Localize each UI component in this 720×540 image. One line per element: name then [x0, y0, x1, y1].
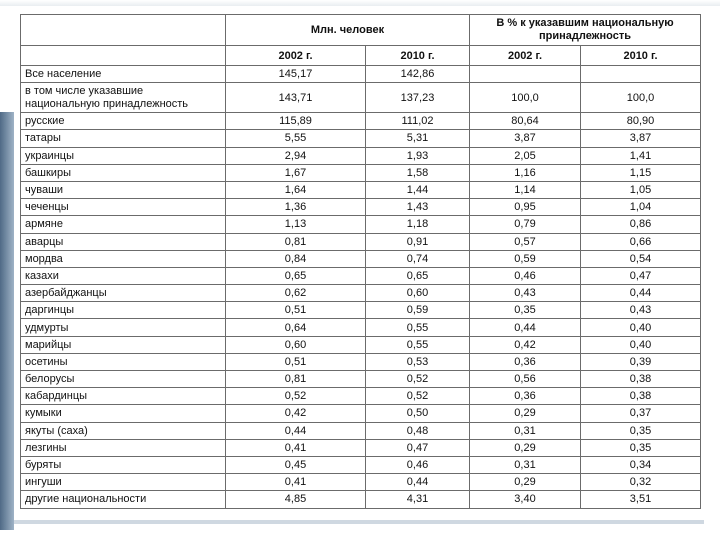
percent-2002-cell — [470, 66, 581, 83]
percent-2010-cell: 1,04 — [581, 199, 701, 216]
table-row — [21, 319, 701, 336]
table-row — [21, 474, 701, 491]
table-row — [21, 285, 701, 302]
millions-2002-cell: 143,71 — [226, 83, 366, 113]
table-row — [21, 233, 701, 250]
row-name-cell: марийцы — [21, 336, 226, 353]
percent-2002-cell: 0,31 — [470, 422, 581, 439]
slide-bottom-accent — [14, 520, 704, 524]
millions-2002-cell: 0,51 — [226, 353, 366, 370]
percent-2010-cell: 0,35 — [581, 439, 701, 456]
table-row — [21, 181, 701, 198]
row-name-cell: кумыки — [21, 405, 226, 422]
row-name-cell: другие национальности — [21, 491, 226, 508]
table-row — [21, 491, 701, 508]
millions-2010-cell: 0,52 — [366, 388, 470, 405]
table-row — [21, 353, 701, 370]
percent-2010-cell: 0,86 — [581, 216, 701, 233]
millions-2002-cell: 0,62 — [226, 285, 366, 302]
millions-2002-cell: 0,81 — [226, 371, 366, 388]
table-row — [21, 336, 701, 353]
population-by-nationality-table — [20, 14, 701, 509]
millions-2010-cell: 0,53 — [366, 353, 470, 370]
table-row — [21, 456, 701, 473]
row-name-cell: осетины — [21, 353, 226, 370]
percent-2002-cell: 0,95 — [470, 199, 581, 216]
row-name-cell: чеченцы — [21, 199, 226, 216]
table-row — [21, 199, 701, 216]
table-row — [21, 164, 701, 181]
percent-2010-cell: 0,39 — [581, 353, 701, 370]
percent-2002-cell: 0,36 — [470, 353, 581, 370]
millions-2002-cell: 1,64 — [226, 181, 366, 198]
millions-2010-cell: 5,31 — [366, 130, 470, 147]
millions-2010-cell: 0,52 — [366, 371, 470, 388]
millions-2002-cell: 0,42 — [226, 405, 366, 422]
percent-2002-cell: 0,29 — [470, 439, 581, 456]
millions-2010-cell: 0,48 — [366, 422, 470, 439]
row-name-cell: чуваши — [21, 181, 226, 198]
row-name-cell: армяне — [21, 216, 226, 233]
row-name-cell: лезгины — [21, 439, 226, 456]
millions-2002-cell: 4,85 — [226, 491, 366, 508]
percent-2010-cell: 0,66 — [581, 233, 701, 250]
header-percent: В % к указавшим национальную принадлежность — [470, 15, 701, 46]
header-row-years — [21, 46, 701, 66]
percent-2002-cell: 0,43 — [470, 285, 581, 302]
header-millions: Млн. человек — [226, 15, 470, 46]
percent-2010-cell: 0,54 — [581, 250, 701, 267]
table-row — [21, 130, 701, 147]
percent-2002-cell: 3,87 — [470, 130, 581, 147]
table-row — [21, 113, 701, 130]
millions-2010-cell: 142,86 — [366, 66, 470, 83]
population-table-container — [20, 14, 700, 509]
row-name-cell: в том числе указавшие национальную принадлежность — [21, 83, 226, 113]
millions-2010-cell: 111,02 — [366, 113, 470, 130]
percent-2002-cell: 80,64 — [470, 113, 581, 130]
percent-2010-cell: 0,37 — [581, 405, 701, 422]
percent-2002-cell: 0,35 — [470, 302, 581, 319]
millions-2002-cell: 0,84 — [226, 250, 366, 267]
header-corner-cell-2 — [21, 46, 226, 66]
row-name-cell: башкиры — [21, 164, 226, 181]
row-name-cell: якуты (саха) — [21, 422, 226, 439]
header-year-millions-2010: 2010 г. — [366, 46, 470, 66]
row-name-cell: русские — [21, 113, 226, 130]
millions-2010-cell: 1,18 — [366, 216, 470, 233]
row-name-cell: буряты — [21, 456, 226, 473]
table-row — [21, 216, 701, 233]
millions-2010-cell: 1,58 — [366, 164, 470, 181]
table-body — [21, 66, 701, 509]
millions-2002-cell: 0,41 — [226, 474, 366, 491]
table-row — [21, 83, 701, 113]
percent-2010-cell: 1,05 — [581, 181, 701, 198]
millions-2002-cell: 145,17 — [226, 66, 366, 83]
row-name-cell: казахи — [21, 267, 226, 284]
table-row — [21, 302, 701, 319]
percent-2010-cell: 80,90 — [581, 113, 701, 130]
millions-2010-cell: 0,47 — [366, 439, 470, 456]
row-name-cell: азербайджанцы — [21, 285, 226, 302]
millions-2002-cell: 0,81 — [226, 233, 366, 250]
millions-2010-cell: 0,44 — [366, 474, 470, 491]
row-name-cell: удмурты — [21, 319, 226, 336]
percent-2010-cell: 0,38 — [581, 388, 701, 405]
row-name-cell: белорусы — [21, 371, 226, 388]
percent-2010-cell: 100,0 — [581, 83, 701, 113]
millions-2002-cell: 115,89 — [226, 113, 366, 130]
millions-2010-cell: 0,60 — [366, 285, 470, 302]
percent-2002-cell: 2,05 — [470, 147, 581, 164]
millions-2002-cell: 5,55 — [226, 130, 366, 147]
table-row — [21, 267, 701, 284]
table-row — [21, 405, 701, 422]
percent-2010-cell: 0,32 — [581, 474, 701, 491]
percent-2002-cell: 0,56 — [470, 371, 581, 388]
percent-2010-cell: 0,38 — [581, 371, 701, 388]
table-row — [21, 147, 701, 164]
millions-2002-cell: 0,60 — [226, 336, 366, 353]
table-row — [21, 422, 701, 439]
percent-2010-cell: 0,40 — [581, 336, 701, 353]
millions-2010-cell: 137,23 — [366, 83, 470, 113]
percent-2010-cell: 1,15 — [581, 164, 701, 181]
percent-2002-cell: 100,0 — [470, 83, 581, 113]
millions-2010-cell: 4,31 — [366, 491, 470, 508]
percent-2010-cell — [581, 66, 701, 83]
millions-2002-cell: 0,51 — [226, 302, 366, 319]
row-name-cell: ингуши — [21, 474, 226, 491]
percent-2002-cell: 0,31 — [470, 456, 581, 473]
millions-2002-cell: 0,44 — [226, 422, 366, 439]
percent-2002-cell: 0,79 — [470, 216, 581, 233]
row-name-cell: мордва — [21, 250, 226, 267]
millions-2010-cell: 1,44 — [366, 181, 470, 198]
table-row — [21, 66, 701, 83]
millions-2010-cell: 0,59 — [366, 302, 470, 319]
slide-top-bar — [0, 0, 720, 6]
millions-2002-cell: 0,45 — [226, 456, 366, 473]
percent-2010-cell: 0,35 — [581, 422, 701, 439]
row-name-cell: украинцы — [21, 147, 226, 164]
millions-2010-cell: 0,65 — [366, 267, 470, 284]
row-name-cell: Все население — [21, 66, 226, 83]
millions-2002-cell: 0,41 — [226, 439, 366, 456]
millions-2002-cell: 1,13 — [226, 216, 366, 233]
percent-2002-cell: 0,29 — [470, 474, 581, 491]
row-name-cell: татары — [21, 130, 226, 147]
header-corner-cell — [21, 15, 226, 46]
table-row — [21, 371, 701, 388]
percent-2002-cell: 0,59 — [470, 250, 581, 267]
row-name-cell: даргинцы — [21, 302, 226, 319]
percent-2010-cell: 0,40 — [581, 319, 701, 336]
percent-2002-cell: 1,14 — [470, 181, 581, 198]
percent-2010-cell: 0,34 — [581, 456, 701, 473]
table-row — [21, 388, 701, 405]
percent-2010-cell: 3,87 — [581, 130, 701, 147]
millions-2010-cell: 1,93 — [366, 147, 470, 164]
percent-2002-cell: 0,29 — [470, 405, 581, 422]
millions-2002-cell: 1,67 — [226, 164, 366, 181]
percent-2002-cell: 0,44 — [470, 319, 581, 336]
percent-2010-cell: 1,41 — [581, 147, 701, 164]
percent-2010-cell: 0,44 — [581, 285, 701, 302]
header-year-millions-2002: 2002 г. — [226, 46, 366, 66]
millions-2010-cell: 0,74 — [366, 250, 470, 267]
percent-2002-cell: 1,16 — [470, 164, 581, 181]
millions-2010-cell: 0,55 — [366, 319, 470, 336]
millions-2002-cell: 2,94 — [226, 147, 366, 164]
header-row-groups — [21, 15, 701, 46]
millions-2010-cell: 0,50 — [366, 405, 470, 422]
millions-2010-cell: 0,46 — [366, 456, 470, 473]
header-year-percent-2002: 2002 г. — [470, 46, 581, 66]
table-row — [21, 250, 701, 267]
millions-2002-cell: 0,64 — [226, 319, 366, 336]
table-row — [21, 439, 701, 456]
millions-2002-cell: 0,65 — [226, 267, 366, 284]
percent-2002-cell: 0,42 — [470, 336, 581, 353]
millions-2002-cell: 0,52 — [226, 388, 366, 405]
millions-2010-cell: 0,91 — [366, 233, 470, 250]
percent-2010-cell: 3,51 — [581, 491, 701, 508]
percent-2002-cell: 3,40 — [470, 491, 581, 508]
percent-2010-cell: 0,43 — [581, 302, 701, 319]
millions-2002-cell: 1,36 — [226, 199, 366, 216]
millions-2010-cell: 1,43 — [366, 199, 470, 216]
slide-left-accent — [0, 112, 14, 530]
percent-2002-cell: 0,57 — [470, 233, 581, 250]
row-name-cell: кабардинцы — [21, 388, 226, 405]
row-name-cell: аварцы — [21, 233, 226, 250]
header-year-percent-2010: 2010 г. — [581, 46, 701, 66]
millions-2010-cell: 0,55 — [366, 336, 470, 353]
percent-2002-cell: 0,46 — [470, 267, 581, 284]
percent-2010-cell: 0,47 — [581, 267, 701, 284]
percent-2002-cell: 0,36 — [470, 388, 581, 405]
